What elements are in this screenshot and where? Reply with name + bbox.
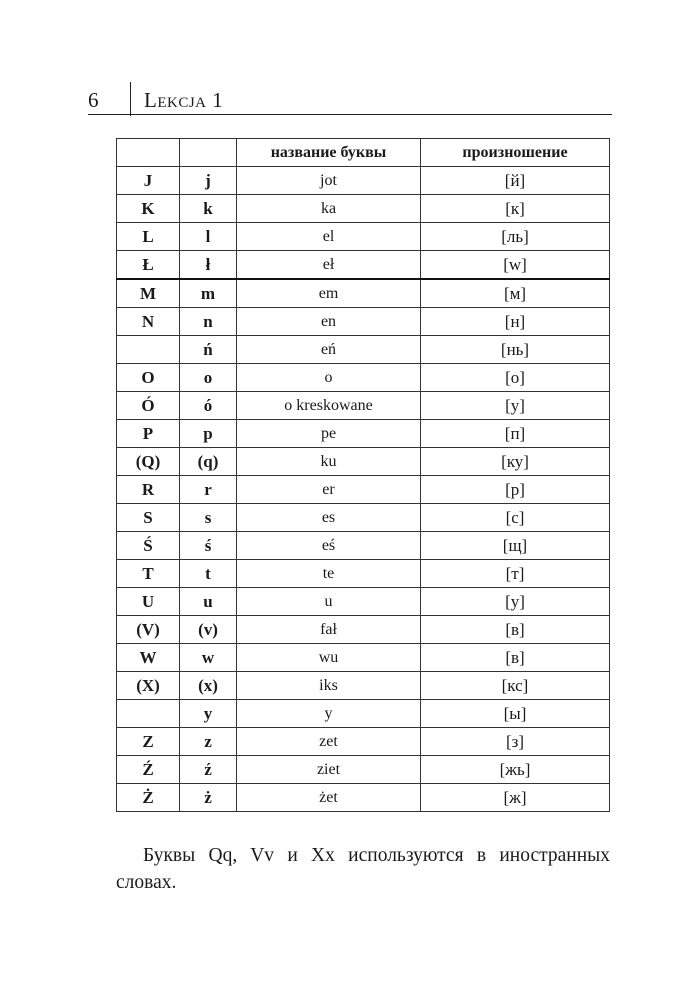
lowercase-cell: m: [180, 279, 237, 308]
letter-name-cell: ka: [237, 195, 421, 223]
letter-name-cell: o kreskowane: [237, 392, 421, 420]
letter-name-cell: ziet: [237, 756, 421, 784]
pronunciation-cell: [з]: [421, 728, 610, 756]
lowercase-cell: u: [180, 588, 237, 616]
uppercase-cell: [117, 336, 180, 364]
pronunciation-cell: [й]: [421, 167, 610, 195]
pronunciation-cell: [ль]: [421, 223, 610, 251]
table-row: [117, 364, 610, 392]
footnote: Буквы Qq, Vv и Xx используются в иностранных словах.: [116, 844, 610, 893]
header-separator: [130, 82, 131, 116]
pronunciation-cell: [жь]: [421, 756, 610, 784]
table-row: [117, 728, 610, 756]
lowercase-cell: o: [180, 364, 237, 392]
uppercase-cell: Ó: [117, 392, 180, 420]
letter-name-cell: żet: [237, 784, 421, 812]
table-row: [117, 560, 610, 588]
table-row: [117, 672, 610, 700]
table-row: [117, 756, 610, 784]
letter-name-cell: er: [237, 476, 421, 504]
lowercase-cell: (q): [180, 448, 237, 476]
lowercase-cell: k: [180, 195, 237, 223]
uppercase-cell: K: [117, 195, 180, 223]
header-pronunciation: произношение: [421, 139, 610, 167]
letter-name-cell: o: [237, 364, 421, 392]
letter-name-cell: zet: [237, 728, 421, 756]
lowercase-cell: (v): [180, 616, 237, 644]
table-row: [117, 700, 610, 728]
uppercase-cell: W: [117, 644, 180, 672]
uppercase-cell: U: [117, 588, 180, 616]
letter-name-cell: te: [237, 560, 421, 588]
letter-name-cell: fał: [237, 616, 421, 644]
lowercase-cell: l: [180, 223, 237, 251]
lowercase-cell: ź: [180, 756, 237, 784]
table-row: [117, 644, 610, 672]
lowercase-cell: r: [180, 476, 237, 504]
lowercase-cell: j: [180, 167, 237, 195]
table-row: [117, 279, 610, 308]
uppercase-cell: M: [117, 279, 180, 308]
pronunciation-cell: [ку]: [421, 448, 610, 476]
letter-name-cell: y: [237, 700, 421, 728]
lowercase-cell: w: [180, 644, 237, 672]
table-row: [117, 195, 610, 223]
lowercase-cell: ń: [180, 336, 237, 364]
letter-name-cell: en: [237, 308, 421, 336]
table-row: [117, 308, 610, 336]
table-row: [117, 784, 610, 812]
pronunciation-cell: [нь]: [421, 336, 610, 364]
lowercase-cell: ł: [180, 251, 237, 280]
lowercase-cell: ó: [180, 392, 237, 420]
lesson-title: Lekcja 1: [144, 88, 224, 112]
pronunciation-cell: [щ]: [421, 532, 610, 560]
letter-name-cell: u: [237, 588, 421, 616]
pronunciation-cell: [w]: [421, 251, 610, 280]
lowercase-cell: t: [180, 560, 237, 588]
table-row: [117, 504, 610, 532]
letter-name-cell: em: [237, 279, 421, 308]
pronunciation-cell: [р]: [421, 476, 610, 504]
table-row: [117, 251, 610, 280]
pronunciation-cell: [с]: [421, 504, 610, 532]
lowercase-cell: z: [180, 728, 237, 756]
uppercase-cell: R: [117, 476, 180, 504]
table-header-row: [117, 139, 610, 167]
table-row: [117, 336, 610, 364]
uppercase-cell: N: [117, 308, 180, 336]
uppercase-cell: Ź: [117, 756, 180, 784]
letter-name-cell: eł: [237, 251, 421, 280]
header-lowercase: [180, 139, 237, 167]
header-uppercase: [117, 139, 180, 167]
uppercase-cell: Ł: [117, 251, 180, 280]
uppercase-cell: S: [117, 504, 180, 532]
uppercase-cell: T: [117, 560, 180, 588]
lowercase-cell: ż: [180, 784, 237, 812]
pronunciation-cell: [кс]: [421, 672, 610, 700]
table-body: [117, 167, 610, 812]
lowercase-cell: ś: [180, 532, 237, 560]
table-row: [117, 532, 610, 560]
table-row: [117, 448, 610, 476]
table-row: [117, 588, 610, 616]
header-letter-name: название буквы: [237, 139, 421, 167]
pronunciation-cell: [н]: [421, 308, 610, 336]
pronunciation-cell: [в]: [421, 644, 610, 672]
uppercase-cell: L: [117, 223, 180, 251]
pronunciation-cell: [м]: [421, 279, 610, 308]
header-rule: [88, 114, 612, 115]
lowercase-cell: n: [180, 308, 237, 336]
pronunciation-cell: [ы]: [421, 700, 610, 728]
table-row: [117, 616, 610, 644]
table-row: [117, 392, 610, 420]
uppercase-cell: P: [117, 420, 180, 448]
uppercase-cell: (X): [117, 672, 180, 700]
uppercase-cell: Ś: [117, 532, 180, 560]
letter-name-cell: wu: [237, 644, 421, 672]
letter-name-cell: eś: [237, 532, 421, 560]
letter-name-cell: es: [237, 504, 421, 532]
lowercase-cell: s: [180, 504, 237, 532]
letter-name-cell: eń: [237, 336, 421, 364]
page-number: 6: [88, 88, 99, 112]
table-row: [117, 167, 610, 195]
table-row: [117, 223, 610, 251]
pronunciation-cell: [т]: [421, 560, 610, 588]
lowercase-cell: (x): [180, 672, 237, 700]
uppercase-cell: (V): [117, 616, 180, 644]
page-header: [88, 82, 612, 122]
pronunciation-cell: [у]: [421, 392, 610, 420]
letter-name-cell: iks: [237, 672, 421, 700]
uppercase-cell: J: [117, 167, 180, 195]
uppercase-cell: Ż: [117, 784, 180, 812]
table-row: [117, 420, 610, 448]
letter-name-cell: pe: [237, 420, 421, 448]
pronunciation-cell: [ж]: [421, 784, 610, 812]
pronunciation-cell: [п]: [421, 420, 610, 448]
uppercase-cell: [117, 700, 180, 728]
pronunciation-cell: [к]: [421, 195, 610, 223]
uppercase-cell: Z: [117, 728, 180, 756]
uppercase-cell: O: [117, 364, 180, 392]
letter-name-cell: ku: [237, 448, 421, 476]
alphabet-table: [116, 138, 610, 812]
letter-name-cell: el: [237, 223, 421, 251]
pronunciation-cell: [в]: [421, 616, 610, 644]
letter-name-cell: jot: [237, 167, 421, 195]
pronunciation-cell: [у]: [421, 588, 610, 616]
pronunciation-cell: [о]: [421, 364, 610, 392]
table-row: [117, 476, 610, 504]
uppercase-cell: (Q): [117, 448, 180, 476]
lowercase-cell: y: [180, 700, 237, 728]
lowercase-cell: p: [180, 420, 237, 448]
